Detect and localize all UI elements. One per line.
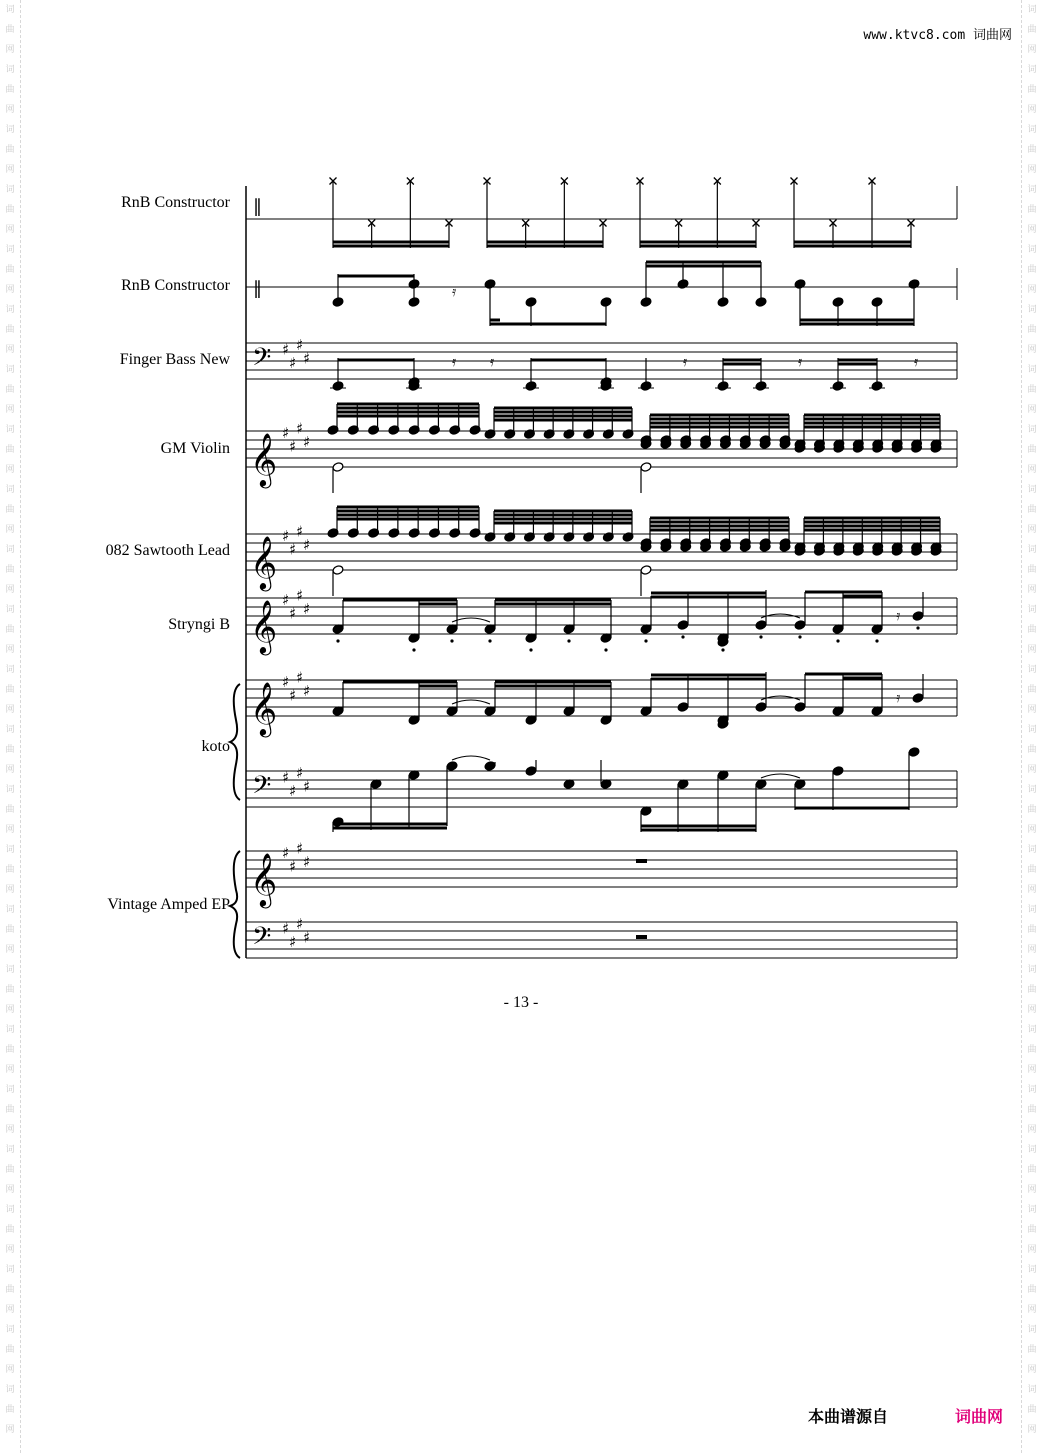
- violin-key-sharp: ♯: [296, 419, 304, 438]
- violin-beam: [337, 403, 479, 406]
- watermark-group: 词 曲 网: [1027, 185, 1037, 235]
- watermark-group: 词 曲 网: [1027, 1325, 1037, 1375]
- watermark-group: 词 曲 网: [1027, 365, 1037, 415]
- bass-key-sharp: ♯: [296, 336, 304, 354]
- sawtooth-beam: [804, 521, 940, 524]
- staccato-dot: [336, 639, 339, 642]
- koto-bass-note: [908, 747, 920, 758]
- watermark-group: 词 曲 网: [1027, 605, 1037, 655]
- watermark-group: 词 曲 网: [5, 905, 15, 955]
- watermark-group: 词 曲 网: [1027, 1205, 1037, 1255]
- beam: [800, 319, 914, 322]
- staccato-dot: [488, 639, 491, 642]
- watermark-group: 词 曲 网: [1027, 425, 1037, 475]
- koto-bass-note: [446, 761, 458, 772]
- sawtooth-beam: [650, 517, 789, 520]
- violin-beam: [804, 422, 940, 425]
- watermark-group: 词 曲 网: [1027, 785, 1037, 835]
- beam: [495, 603, 611, 606]
- sawtooth-beam: [494, 510, 632, 513]
- beam: [843, 677, 882, 680]
- sixteenth-rest: 𝄿: [452, 354, 457, 370]
- instrument-label-ep: Vintage Amped EP: [107, 896, 230, 913]
- violin-beam: [494, 415, 632, 418]
- treble-clef: 𝄞: [250, 432, 278, 486]
- violin-beam: [337, 411, 479, 414]
- watermark-group: 词 曲 网: [5, 1385, 15, 1435]
- ep-bass-key-sharp: ♯: [303, 928, 311, 947]
- beam: [805, 591, 882, 594]
- violin-key-sharp: ♯: [303, 433, 311, 451]
- instrument-label-stryngi: Stryngi B: [168, 616, 230, 633]
- koto-treble-key-sharp: ♯: [282, 673, 290, 691]
- sawtooth-key-sharp: ♯: [289, 540, 297, 559]
- staccato-dot: [759, 635, 762, 638]
- ep-treble-key-sharp: ♯: [303, 853, 311, 871]
- watermark-group: 词 曲 网: [1027, 125, 1037, 175]
- watermark-group: 词 曲 网: [5, 365, 15, 415]
- bass-clef: 𝄢: [252, 922, 272, 957]
- site-url[interactable]: www.ktvc8.com: [863, 28, 966, 43]
- violin-key-sharp: ♯: [289, 437, 297, 456]
- sawtooth-half-note: [640, 565, 652, 576]
- stryngi-key-sharp: ♯: [303, 600, 311, 618]
- koto-bass-note: [484, 761, 496, 772]
- sixteenth-rest: 𝄿: [452, 284, 457, 300]
- watermark-group: 词 曲 网: [1027, 545, 1037, 595]
- staccato-dot: [836, 639, 839, 642]
- staccato-dot: [412, 648, 415, 651]
- violin-half-note: [332, 462, 344, 473]
- site-name: 词曲网: [972, 28, 1012, 43]
- instrument-label-rnb-2: RnB Constructor: [121, 277, 230, 294]
- treble-clef: 𝄞: [250, 599, 278, 653]
- percussion-clef: ‖: [253, 196, 262, 217]
- ep-treble-key-sharp: ♯: [282, 844, 290, 862]
- staccato-dot: [644, 639, 647, 642]
- beam: [333, 823, 447, 826]
- stryngi-note: [794, 620, 806, 631]
- watermark-group: 词 曲 网: [1027, 245, 1037, 295]
- beam: [651, 678, 766, 681]
- beam: [343, 599, 457, 602]
- staccato-dot: [450, 639, 453, 642]
- stryngi-note: [755, 620, 767, 631]
- sixteenth-rest: 𝄿: [896, 608, 901, 624]
- watermark-group: 词 曲 网: [5, 305, 15, 355]
- violin-half-note: [640, 462, 652, 473]
- staccato-dot: [875, 639, 878, 642]
- sawtooth-beam: [337, 506, 479, 509]
- beam: [495, 685, 611, 688]
- sawtooth-beam: [804, 529, 940, 532]
- instrument-label-sawtooth: 082 Sawtooth Lead: [105, 542, 230, 559]
- staccato-dot: [916, 626, 919, 629]
- stryngi-key-sharp: ♯: [282, 591, 290, 609]
- tie: [452, 700, 490, 704]
- beam: [641, 825, 756, 828]
- bass-key-sharp: ♯: [289, 354, 297, 372]
- percussion-clef: ‖: [253, 278, 262, 299]
- violin-beam: [494, 411, 632, 414]
- watermark-group: 词 曲 网: [5, 845, 15, 895]
- watermark-group: 词 曲 网: [5, 605, 15, 655]
- beam: [800, 323, 914, 326]
- beam: [419, 603, 457, 606]
- whole-rest: [636, 935, 647, 939]
- treble-clef: 𝄞: [250, 535, 278, 589]
- beam: [795, 807, 909, 810]
- drum-beam: [794, 241, 911, 244]
- watermark-group: 词 曲 网: [1027, 305, 1037, 355]
- beam: [641, 829, 756, 832]
- watermark-group: 词 曲 网: [5, 245, 15, 295]
- stryngi-key-sharp: ♯: [289, 604, 297, 623]
- watermark-group: 词 曲 网: [1027, 845, 1037, 895]
- sawtooth-beam: [650, 525, 789, 528]
- ep-treble-key-sharp: ♯: [296, 839, 304, 858]
- watermark-group: 词 曲 网: [1027, 725, 1037, 775]
- beam: [723, 359, 761, 362]
- violin-beam: [650, 426, 789, 429]
- koto-bass-key-sharp: ♯: [289, 782, 297, 800]
- watermark-group: 词 曲 网: [1027, 65, 1037, 115]
- tie: [761, 774, 800, 778]
- instrument-label-koto: koto: [201, 738, 230, 755]
- koto-treble-key-sharp: ♯: [296, 668, 304, 687]
- beam: [338, 359, 414, 362]
- beam: [495, 599, 611, 602]
- watermark-group: 词 曲 网: [1027, 1085, 1037, 1135]
- beam: [651, 592, 766, 595]
- violin-beam: [650, 418, 789, 421]
- instrument-label-violin: GM Violin: [160, 440, 230, 457]
- sawtooth-beam: [494, 518, 632, 521]
- koto-treble-note: [912, 693, 924, 704]
- koto-bass-key-sharp: ♯: [303, 777, 311, 796]
- drum-beam: [640, 245, 756, 248]
- sawtooth-beam: [337, 514, 479, 517]
- watermark-group: 词 曲 网: [5, 545, 15, 595]
- stryngi-note: [677, 620, 689, 631]
- bass-key-sharp: ♯: [282, 340, 290, 359]
- sixteenth-rest: 𝄿: [683, 354, 688, 370]
- watermark-group: 词 曲 网: [5, 5, 15, 55]
- koto-bass-key-sharp: ♯: [296, 764, 304, 782]
- drum-beam: [794, 245, 911, 248]
- drum-beam: [640, 241, 756, 244]
- beam: [333, 827, 447, 830]
- watermark-group: 词 曲 网: [5, 425, 15, 475]
- watermark-group: 词 曲 网: [5, 665, 15, 715]
- koto-brace: [230, 684, 240, 800]
- watermark-group: 词 曲 网: [1027, 905, 1037, 955]
- tie: [452, 756, 490, 760]
- koto-treble-key-sharp: ♯: [289, 686, 297, 705]
- koto-bass-note: [525, 766, 537, 777]
- staccato-dot: [721, 648, 724, 651]
- watermark-group: 词 曲 网: [5, 1025, 15, 1075]
- watermark-group: 词 曲 网: [1027, 665, 1037, 715]
- watermark-group: 词 曲 网: [5, 1085, 15, 1135]
- watermark-group: 词 曲 网: [1027, 1025, 1037, 1075]
- koto-bass-note: [832, 766, 844, 777]
- violin-beam: [337, 415, 479, 418]
- violin-beam: [494, 419, 632, 422]
- sawtooth-beam: [650, 529, 789, 532]
- watermark-group: 词 曲 网: [5, 65, 15, 115]
- treble-clef: 𝄞: [250, 852, 278, 906]
- staccato-dot: [604, 648, 607, 651]
- sawtooth-beam: [650, 521, 789, 524]
- footer-site-name[interactable]: 词曲网: [955, 1407, 1004, 1426]
- whole-rest: [636, 859, 647, 863]
- sawtooth-beam: [337, 510, 479, 513]
- koto-bass-note: [332, 817, 344, 828]
- watermark-group: 词 曲 网: [5, 1205, 15, 1255]
- watermark-group: 词 曲 网: [5, 185, 15, 235]
- watermark-group: 词 曲 网: [1027, 965, 1037, 1015]
- sixteenth-rest: 𝄿: [896, 690, 901, 706]
- staccato-dot: [681, 635, 684, 638]
- page-number: - 13 -: [503, 994, 539, 1011]
- tie: [452, 618, 490, 622]
- sawtooth-half-note: [332, 565, 344, 576]
- sawtooth-beam: [337, 518, 479, 521]
- drum-beam: [487, 241, 603, 244]
- violin-beam: [650, 422, 789, 425]
- sawtooth-key-sharp: ♯: [303, 536, 311, 554]
- watermark-group: 词 曲 网: [5, 785, 15, 835]
- stryngi-key-sharp: ♯: [296, 586, 304, 605]
- drum-beam: [333, 241, 449, 244]
- sawtooth-beam: [494, 514, 632, 517]
- watermark-group: 词 曲 网: [5, 125, 15, 175]
- watermark-group: 词 曲 网: [5, 1145, 15, 1195]
- beam: [490, 319, 500, 322]
- beam: [723, 363, 761, 366]
- instrument-label-rnb-1: RnB Constructor: [121, 194, 230, 211]
- beam: [805, 673, 882, 676]
- sixteenth-rest: 𝄿: [798, 354, 803, 370]
- watermark-group: 词 曲 网: [5, 1265, 15, 1315]
- violin-beam: [650, 414, 789, 417]
- sawtooth-beam: [494, 522, 632, 525]
- staccato-dot: [567, 639, 570, 642]
- watermark-group: 词 曲 网: [1027, 1385, 1037, 1435]
- ep-bass-key-sharp: ♯: [282, 919, 290, 938]
- koto-treble-key-sharp: ♯: [303, 682, 311, 700]
- sixteenth-rest: 𝄿: [914, 354, 919, 370]
- watermark-group: 词 曲 网: [5, 1325, 15, 1375]
- koto-bass-key-sharp: ♯: [282, 768, 290, 787]
- ep-bass-key-sharp: ♯: [289, 933, 297, 951]
- beam: [651, 674, 766, 677]
- watermark-group: 词 曲 网: [1027, 485, 1037, 535]
- beam: [838, 359, 877, 362]
- bass-key-sharp: ♯: [303, 349, 311, 368]
- violin-beam: [804, 414, 940, 417]
- beam: [838, 363, 877, 366]
- treble-clef: 𝄞: [250, 681, 278, 735]
- koto-treble-note: [755, 702, 767, 713]
- instrument-label-finger-bass: Finger Bass New: [119, 351, 230, 368]
- sawtooth-beam: [804, 525, 940, 528]
- watermark-group: 词 曲 网: [1027, 1145, 1037, 1195]
- ep-bass-key-sharp: ♯: [296, 915, 304, 933]
- watermark-group: 词 曲 网: [5, 965, 15, 1015]
- sawtooth-key-sharp: ♯: [282, 527, 290, 545]
- violin-beam: [494, 407, 632, 410]
- beam: [646, 261, 761, 264]
- beam: [343, 681, 457, 684]
- ep-treble-key-sharp: ♯: [289, 857, 297, 876]
- footer-source-label: 本曲谱源自: [808, 1407, 889, 1426]
- beam: [843, 595, 882, 598]
- beam: [338, 275, 414, 278]
- koto-treble-note: [794, 702, 806, 713]
- beam: [646, 265, 761, 268]
- sixteenth-rest: 𝄿: [490, 354, 495, 370]
- ep-brace: [230, 851, 240, 958]
- beam: [531, 359, 606, 362]
- koto-treble-note: [677, 702, 689, 713]
- violin-beam: [804, 426, 940, 429]
- watermark-group: 词 曲 网: [1027, 1265, 1037, 1315]
- beam: [490, 323, 606, 326]
- watermark-group: 词 曲 网: [1027, 5, 1037, 55]
- violin-beam: [337, 407, 479, 410]
- beam: [495, 681, 611, 684]
- staccato-dot: [798, 635, 801, 638]
- bass-clef: 𝄢: [252, 343, 272, 378]
- watermark-group: 词 曲 网: [5, 485, 15, 535]
- beam: [651, 596, 766, 599]
- watermark-group: 词 曲 网: [5, 725, 15, 775]
- drum-beam: [487, 245, 603, 248]
- staccato-dot: [529, 648, 532, 651]
- beam: [419, 685, 457, 688]
- stryngi-note: [912, 611, 924, 622]
- bass-clef: 𝄢: [252, 771, 272, 806]
- violin-beam: [804, 418, 940, 421]
- drum-beam: [333, 245, 449, 248]
- sawtooth-beam: [804, 517, 940, 520]
- violin-key-sharp: ♯: [282, 424, 290, 442]
- sawtooth-key-sharp: ♯: [296, 522, 304, 541]
